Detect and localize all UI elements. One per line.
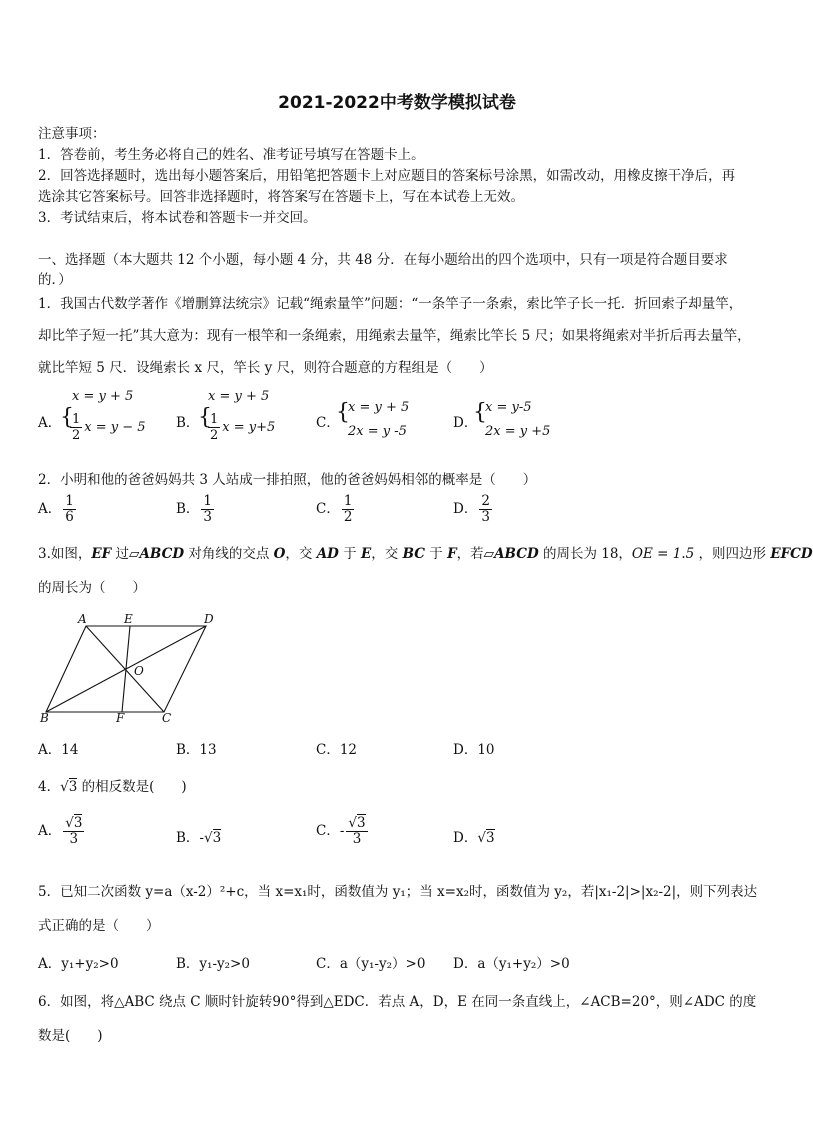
label-d: D bbox=[204, 612, 214, 626]
q4-option-d[interactable] bbox=[453, 826, 495, 846]
q1-option-c-label: C． bbox=[316, 415, 340, 431]
q3-option-c[interactable]: C．12 bbox=[316, 742, 358, 758]
q3-var-ef: EF bbox=[91, 546, 112, 562]
q2-option-d[interactable] bbox=[453, 494, 494, 525]
q1-option-b-eq2 bbox=[206, 412, 275, 443]
q1-option-b-brace: { bbox=[198, 405, 212, 430]
q3-var-abcd: ABCD bbox=[139, 546, 185, 562]
label-a: A bbox=[78, 612, 87, 626]
q5-line2: 式正确的是（ ） bbox=[38, 918, 160, 934]
q1-option-b-eq1: x = y + 5 bbox=[208, 389, 270, 404]
q3-line2: 的周长为（ ） bbox=[38, 580, 146, 596]
q5-option-a[interactable]: A．y₁+y₂>0 bbox=[38, 956, 119, 972]
q4-option-a-den: 3 bbox=[69, 831, 79, 847]
q4-stem bbox=[38, 775, 187, 795]
q3-var-e: E bbox=[360, 546, 372, 562]
label-f: F bbox=[116, 711, 125, 725]
q1-option-d-label: D． bbox=[453, 415, 478, 431]
q1-line2: 却比竿子短一托”其大意为：现有一根竿和一条绳索，用绳索去量竿，绳索比竿长 5 尺；如果将绳索对半折后再去量竿， bbox=[38, 328, 751, 344]
q2-option-d-den: 3 bbox=[481, 509, 490, 525]
q3-option-d[interactable]: D．10 bbox=[453, 742, 495, 758]
q5-line1: 5．已知二次函数 y=a（x-2）²+c，当 x=x₁时，函数值为 y₁；当 x=x₂时，函数值为 y₂，若|x₁-2|>|x₂-2|，则下列表达 bbox=[38, 884, 758, 900]
q3-var-efcd: EFCD bbox=[770, 546, 813, 562]
q3-text: 3.如图， bbox=[38, 546, 92, 562]
sqrt-icon: √ bbox=[65, 815, 74, 831]
q4-option-c-label: C．- bbox=[316, 823, 345, 839]
q2-option-b-label: B． bbox=[176, 501, 200, 517]
section1-line2: 的．） bbox=[38, 272, 72, 288]
q3-text: 的周长为 18， bbox=[538, 546, 632, 562]
q3-text: ，则四边形 bbox=[694, 546, 771, 562]
q3-var-f: F bbox=[447, 546, 457, 562]
label-b: B bbox=[40, 711, 49, 725]
q3-text: 过▱ bbox=[111, 546, 140, 562]
q1-option-a-label: A． bbox=[38, 415, 62, 431]
q4-option-c-radicand: 3 bbox=[357, 815, 366, 831]
q3-line1 bbox=[38, 542, 813, 562]
sqrt-icon: √ bbox=[477, 830, 486, 846]
q3-text: ，交 bbox=[285, 546, 317, 562]
q1-option-b-num: 1 bbox=[210, 412, 219, 427]
q6-line1: 6．如图，将△ABC 绕点 C 顺时针旋转90°得到△EDC．若点 A，D，E 在同一条直线上，∠ACB=20°，则∠ADC 的度 bbox=[38, 994, 757, 1010]
q1-line3: 就比竿短 5 尺．设绳索长 x 尺，竿长 y 尺，则符合题意的方程组是（ ） bbox=[38, 360, 493, 376]
q2-option-c-label: C． bbox=[316, 501, 340, 517]
q4-option-d-radicand: 3 bbox=[485, 830, 495, 846]
q4-option-a-label: A． bbox=[38, 823, 62, 839]
q1-option-d-brace: { bbox=[473, 400, 487, 425]
q4-option-b[interactable] bbox=[176, 826, 221, 846]
q4-radicand: 3 bbox=[68, 779, 78, 795]
label-e: E bbox=[124, 612, 133, 626]
q4-option-c-den: 3 bbox=[352, 831, 362, 847]
q4-option-c[interactable] bbox=[316, 816, 370, 847]
q1-option-a-rest: x = y − 5 bbox=[84, 420, 146, 435]
q1-option-b-rest: x = y+5 bbox=[222, 420, 276, 435]
q1-option-a-brace: { bbox=[60, 405, 74, 430]
q3-option-a[interactable]: A．14 bbox=[38, 742, 79, 758]
q2-option-b-num: 1 bbox=[203, 493, 213, 509]
q2-option-a[interactable] bbox=[38, 494, 78, 525]
q4-option-b-radicand: 3 bbox=[212, 830, 222, 846]
q4-option-b-label: B．- bbox=[176, 830, 204, 846]
q5-option-c[interactable]: C．a（y₁-y₂）>0 bbox=[316, 956, 426, 972]
notice-item-2b: 选涂其它答案标号。回答非选择题时，将答案写在答题卡上，写在本试卷上无效。 bbox=[38, 189, 524, 205]
q1-option-b-den: 2 bbox=[210, 428, 219, 443]
q1-option-a-eq2 bbox=[68, 412, 146, 443]
q2-option-a-num: 1 bbox=[65, 493, 74, 509]
notice-heading: 注意事项： bbox=[38, 126, 106, 142]
q4-text: 4． bbox=[38, 779, 61, 795]
section1-line1: 一、选择题（本大题共 12 个小题，每小题 4 分，共 48 分．在每小题给出的四个选项中，只有一项是符合题目要求 bbox=[38, 252, 728, 268]
q3-var-oe: OE = 1.5 bbox=[631, 546, 695, 562]
q1-option-d-eq2: 2x = y +5 bbox=[485, 424, 551, 439]
q5-option-b[interactable]: B．y₁-y₂>0 bbox=[176, 956, 250, 972]
q2-option-b-den: 3 bbox=[203, 509, 213, 525]
q2-option-c-num: 1 bbox=[343, 493, 353, 509]
q2-option-b[interactable] bbox=[176, 494, 216, 525]
q2-stem: 2．小明和他的爸爸妈妈共 3 人站成一排拍照，他的爸爸妈妈相邻的概率是（ ） bbox=[38, 472, 537, 488]
q5-option-d[interactable]: D．a（y₁+y₂）>0 bbox=[453, 956, 570, 972]
q1-option-d-eq1: x = y-5 bbox=[485, 400, 532, 415]
q1-option-c-eq2: 2x = y -5 bbox=[348, 424, 407, 439]
q3-text: ，交 bbox=[371, 546, 403, 562]
label-o: O bbox=[134, 664, 144, 678]
q2-option-d-num: 2 bbox=[481, 493, 490, 509]
q4-option-d-label: D． bbox=[453, 830, 478, 846]
q3-option-b[interactable]: B．13 bbox=[176, 742, 217, 758]
q3-var-ad: AD bbox=[316, 546, 339, 562]
q3-parallelogram-figure bbox=[30, 612, 230, 724]
q2-option-c-den: 2 bbox=[343, 509, 353, 525]
q1-option-a-den: 2 bbox=[72, 428, 81, 443]
q1-option-c-eq1: x = y + 5 bbox=[348, 400, 410, 415]
notice-item-3: 3．考试结束后，将本试卷和答题卡一并交回。 bbox=[38, 210, 317, 226]
q4-option-a[interactable] bbox=[38, 816, 86, 847]
label-c: C bbox=[162, 711, 172, 725]
q1-option-b-label: B． bbox=[176, 415, 200, 431]
q2-option-a-den: 6 bbox=[65, 509, 74, 525]
sqrt-icon: √ bbox=[348, 815, 358, 831]
sqrt-icon: √ bbox=[203, 830, 213, 846]
q3-text: ，若▱ bbox=[456, 546, 495, 562]
q1-option-c-brace: { bbox=[336, 400, 350, 425]
q3-var-abcd: ABCD bbox=[494, 546, 539, 562]
notice-item-2a: 2．回答选择题时，选出每小题答案后，用铅笔把答题卡上对应题目的答案标号涂黑，如需改动，用橡皮擦干净后，再 bbox=[38, 168, 736, 184]
q4-option-a-radicand: 3 bbox=[73, 815, 83, 831]
q3-text: 于 bbox=[424, 546, 448, 562]
q3-text: 于 bbox=[338, 546, 361, 562]
q2-option-c[interactable] bbox=[316, 494, 356, 525]
q6-line2: 数是( ) bbox=[38, 1028, 103, 1044]
q1-line1: 1．我国古代数学著作《增删算法统宗》记载“绳索量竿”问题：“一条竿子一条索，索比竿子长一托．折回索子却量竿， bbox=[38, 296, 743, 312]
q2-option-a-label: A． bbox=[38, 501, 62, 517]
q2-option-d-label: D． bbox=[453, 501, 478, 517]
q3-var-bc: BC bbox=[402, 546, 425, 562]
q3-text: 对角线的交点 bbox=[184, 546, 274, 562]
q3-var-o: O bbox=[273, 546, 286, 562]
sqrt-icon: √ bbox=[60, 779, 69, 795]
q4-text: 的相反数是( ) bbox=[77, 779, 187, 795]
q1-option-a-eq1: x = y + 5 bbox=[72, 389, 134, 404]
notice-item-1: 1．答卷前，考生务必将自己的姓名、准考证号填写在答题卡上。 bbox=[38, 147, 425, 163]
page-title: 2021-2022中考数学模拟试卷 bbox=[278, 93, 516, 113]
q1-option-a-num: 1 bbox=[72, 412, 81, 427]
segment-ef bbox=[122, 626, 130, 712]
